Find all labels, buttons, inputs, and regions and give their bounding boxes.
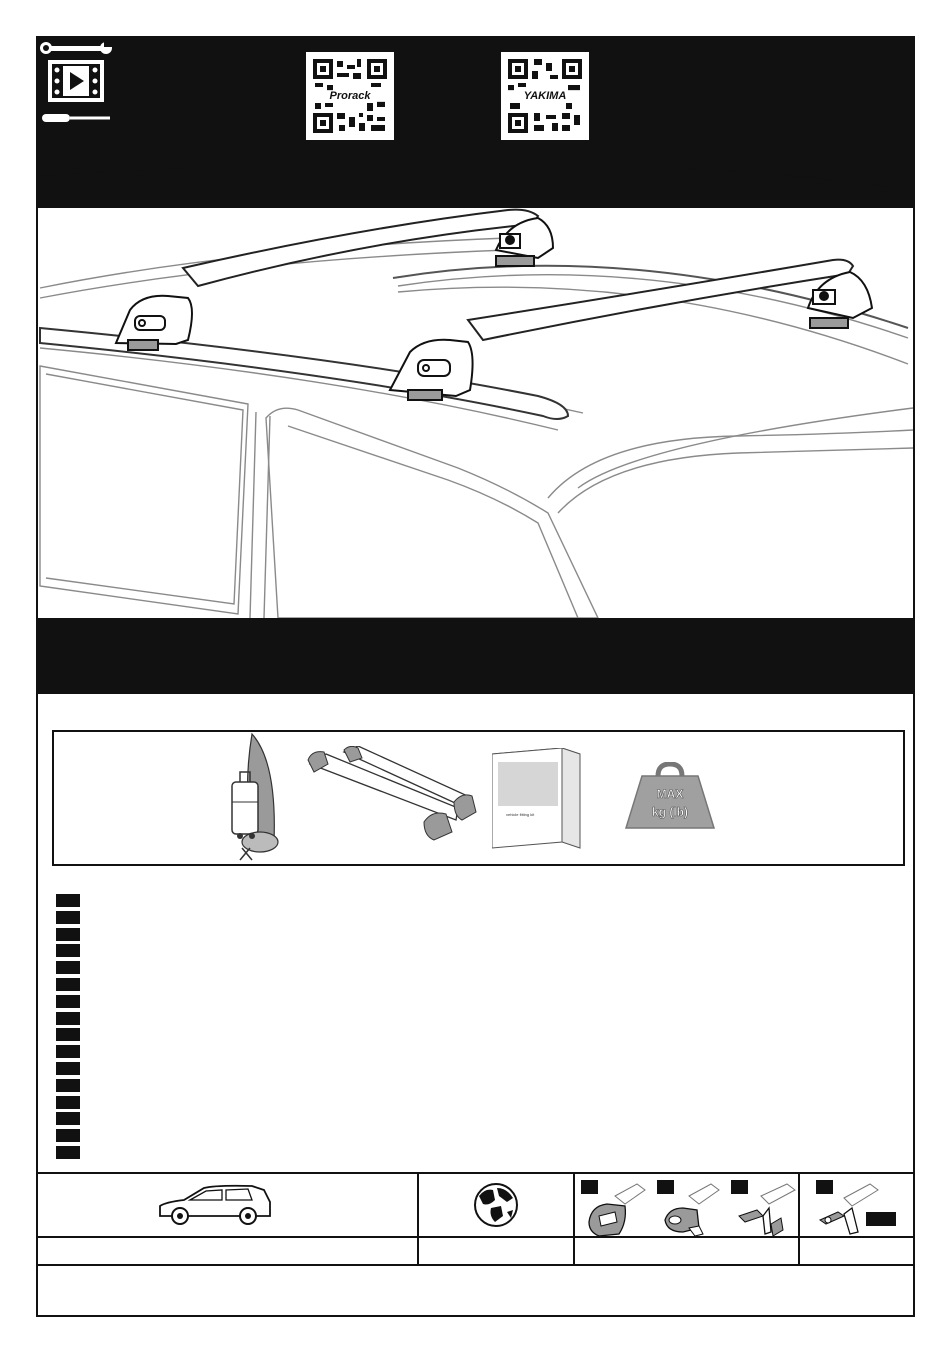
table-row-divider	[38, 1236, 913, 1238]
instruction-sheet	[36, 36, 915, 1317]
fitting-kit-box-label: vehicle fitting kit	[506, 812, 535, 817]
prorack-logo-text: Prorack	[306, 90, 394, 102]
language-marker	[56, 1129, 80, 1142]
video-tools-icon	[38, 38, 114, 128]
rail-bar-foot-icon	[735, 1182, 797, 1238]
language-marker	[56, 1112, 80, 1125]
vehicle-info-table	[38, 1172, 913, 1264]
title-band	[38, 618, 913, 694]
language-marker	[56, 894, 80, 907]
flush-bar-foot-icon	[585, 1182, 647, 1238]
language-marker	[56, 1012, 80, 1025]
globe-icon	[473, 1182, 519, 1228]
bar-type-cell	[575, 1174, 800, 1266]
clamp-bar-foot-icon	[659, 1182, 721, 1238]
language-marker	[56, 995, 80, 1008]
language-marker	[56, 1096, 80, 1109]
language-marker	[56, 1062, 80, 1075]
language-marker	[56, 1146, 80, 1159]
rail-clamp-foot-icon	[818, 1182, 880, 1238]
rail-type-cell	[800, 1174, 913, 1266]
language-marker	[56, 1045, 80, 1058]
region-cell	[419, 1174, 575, 1266]
car-roof-illustration	[38, 168, 913, 618]
language-marker	[56, 911, 80, 924]
package-contents-box	[52, 730, 905, 866]
yakima-qr-code[interactable]	[501, 52, 589, 140]
station-wagon-icon	[156, 1184, 274, 1228]
luggage-surfboard-icon	[222, 732, 292, 866]
vehicle-fitting-kit-box-icon	[492, 748, 582, 854]
footer-notes-cell	[38, 1264, 913, 1317]
yakima-logo-text: YAKIMA	[501, 90, 589, 102]
language-marker	[56, 944, 80, 957]
weight-unit-label: kg (lb)	[652, 805, 688, 819]
prorack-qr-code[interactable]	[306, 52, 394, 140]
language-marker	[56, 978, 80, 991]
max-label: MAX	[656, 787, 684, 801]
roof-bars-icon	[306, 746, 478, 856]
language-marker	[56, 928, 80, 941]
max-load-weight-icon	[624, 762, 716, 834]
rail-type-tag	[866, 1212, 896, 1226]
language-marker	[56, 1028, 80, 1041]
language-marker-list	[56, 894, 80, 1163]
vehicle-cell	[38, 1174, 419, 1266]
language-marker	[56, 961, 80, 974]
language-marker	[56, 1079, 80, 1092]
